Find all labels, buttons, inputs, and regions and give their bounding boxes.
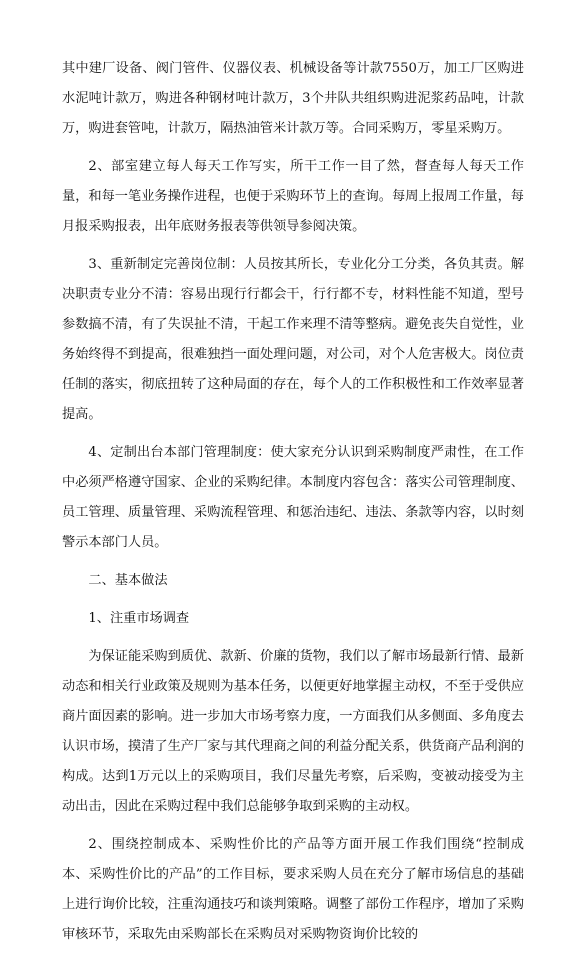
paragraph-daily-work-log: 2、部室建立每人每天工作写实，所干工作一目了然，督查每人每天工作量，和每一笔业务操作进程，也便于采购环节上的查询。每周上报周工作量，每月报采购报表，出年底财务报表等供领导参阅决策。 [62,159,524,234]
paragraph-position-responsibility: 3、重新制定完善岗位制：人员按其所长，专业化分工分类，各负其责。解决职责专业分不清：容易出现行行都会干，行行都不专，材料性能不知道，型号参数搞不清，有了失误扯不清，干起工作来理不清等整病。避免丧失自觉性，业务始终得不到提高，很难独挡一面处理问题，对公司，对个人危害极大。岗位责任制的落实，彻底扭转了这种局面的存在，每个人的工作积极性和工作效率显著提高。 [62,257,524,422]
paragraph-market-research: 为保证能采购到质优、款新、价廉的货物，我们以了解市场最新行情、最新动态和相关行业政策及规则为基本任务，以便更好地掌握主动权，不至于受供应商片面因素的影响。进一步加大市场考察力度，一方面我们从多侧面、多角度去认识市场，摸清了生产厂家与其代理商之间的利益分配关系，供货商产品利润的构成。达到1万元以上的采购项目，我们尽量先考察，后采购，变被动接受为主动出击，因此在采购过程中我们总能够争取到采购的主动权。 [62,649,524,814]
paragraph-procurement-totals: 其中建厂设备、阀门管件、仪器仪表、机械设备等计款7550万，加工厂区购进水泥吨计款万，购进各种钢材吨计款万，3个井队共组织购进泥浆药品吨，计款万，购进套管吨，计款万，隔热油管米计款万等。合同采购万，零星采购万。 [62,61,524,136]
section-heading-basic-practices: 二、基本做法 [88,573,168,588]
document-body [62,54,524,958]
paragraph-management-rules: 4、定制出台本部门管理制度：使大家充分认识到采购制度严肃性，在工作中必须严格遵守国家、企业的采购纪律。本制度内容包含：落实公司管理制度、员工管理、质量管理、采购流程管理、和惩治违纪、违法、条款等内容，以时刻警示本部门人员。 [62,445,524,550]
paragraph-cost-control: 2、围绕控制成本、采购性价比的产品等方面开展工作我们围绕“控制成本、采购性价比的产品”的工作目标，要求采购人员在充分了解市场信息的基础上进行询价比较，注重沟通技巧和谈判策略。调整了部份工作程序，增加了采购审核环节，采取先由采购部长在采购员对采购物资询价比较的 [62,837,524,942]
subheading-market-research: 1、注重市场调查 [88,611,190,626]
